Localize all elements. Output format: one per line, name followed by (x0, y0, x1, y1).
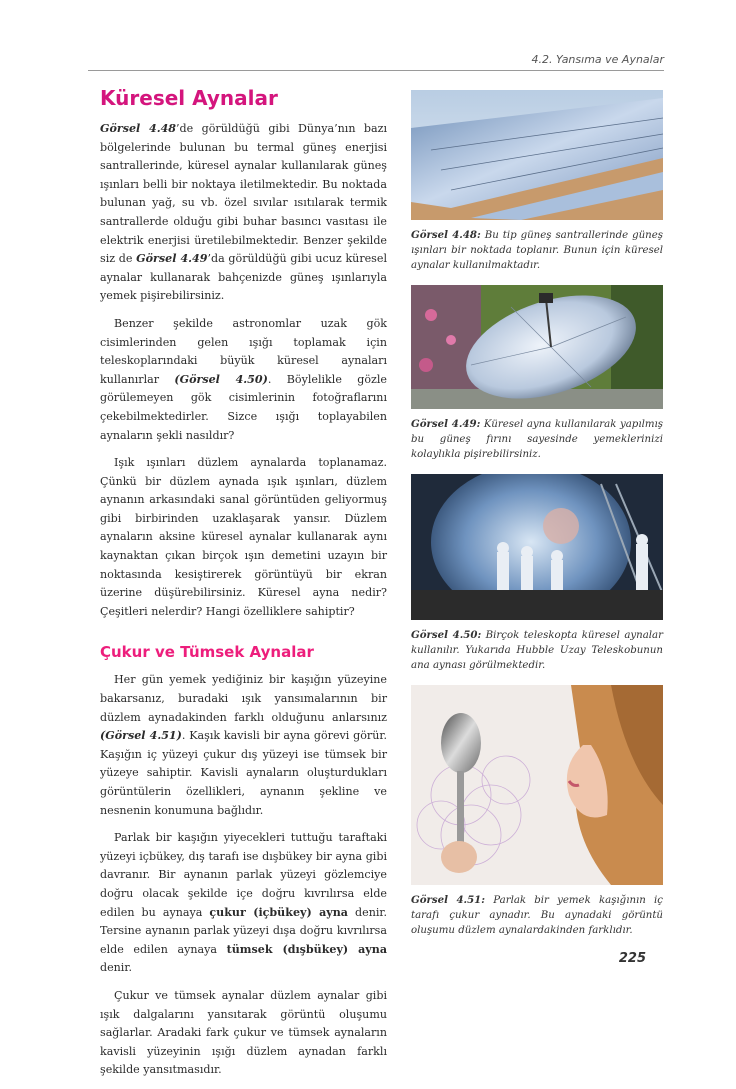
solar-plant-image (411, 90, 663, 220)
running-header (88, 50, 664, 71)
solar-cooker-image (411, 285, 663, 409)
section-title: Küresel Aynalar (100, 86, 278, 110)
caption-text: Küresel ayna kullanılarak yapılmış bu güneş fırını sayesinde yemeklerinizi kolaylıkla pişirebilirsiniz. (411, 419, 663, 460)
paragraph (100, 315, 387, 445)
text-column (100, 86, 387, 1089)
figure-column (411, 90, 663, 938)
figure-label: Görsel 4.48: (411, 229, 481, 241)
caption-text: Bu tip güneş santrallerinde güneş ışınları bir noktada toplanır. Bunun için küresel aynalar kullanılmaktadır. (411, 230, 663, 271)
figure-ref: (Görsel 4.50) (174, 372, 268, 386)
text: ’da görüldüğü gibi ucuz küresel aynalar kullanarak bahçenizde güneş ışınlarıyla yemek pişirebilirsiniz. (100, 252, 387, 303)
term: çukur (içbükey) ayna (209, 905, 348, 919)
figure-caption (411, 628, 663, 673)
text: ’de görüldüğü gibi Dünya’nın bazı bölgelerinde bulunan bu termal güneş enerjisi santrallerinde, küresel aynalar kullanılarak güneş ışınları belli bir noktaya iletilmektedir. Bu noktada bulunan yağ, su vb. özel sıvılar ısıtılarak termik santrallerde olduğu gibi buhar basıncı vasıtası ile elektrik enerjisi üretilebilmektedir. Benzer şekilde siz de (100, 122, 387, 266)
figure-caption (411, 893, 663, 938)
figure-ref: (Görsel 4.51) (100, 729, 182, 743)
paragraph: Işık ışınları düzlem aynalarda toplanamaz. Çünkü bir düzlem aynada ışık ışınları, düzlem aynanın arkasındaki sanal görüntüden geliyormuş gibi birbirinden uzaklaşarak yansır. Düzlem aynaların aksine küresel aynalar kullanarak aynı kaynaktan çıkan birçok ışın demetini uzayın bir noktasında kesiştirerek görüntüyü bir ekran üzerine düşürebilirsiniz. Küresel ayna nedir? Çeşitleri nelerdir? Hangi özelliklere sahiptir? (100, 456, 387, 618)
figure-ref: Görsel 4.49 (136, 252, 208, 266)
figure-label: Görsel 4.51: (411, 894, 486, 906)
section-label: 4.2. Yansıma ve Aynalar (531, 53, 664, 66)
figure-solar-plant (411, 90, 663, 273)
caption-text: Parlak bir yemek kaşığının iç tarafı çukur aynadır. Bu aynadaki görüntü oluşumu düzlem aynalardakinden farklıdır. (411, 895, 663, 936)
text: Parlak bir kaşığın yiyecekleri tuttuğu taraftaki yüzeyi içbükey, dış tarafı ise dışbükey bir ayna gibi davranır. Bir aynanın parlak yüzeyi gözlemciye doğru olacak şekilde içe doğru kıvrılırsa elde edilen bu aynaya (100, 831, 387, 919)
telescope-mirror-image (411, 474, 663, 620)
subsection-title: Çukur ve Tümsek Aynalar (100, 643, 314, 662)
paragraph (100, 671, 387, 820)
text: denir. Tersine aynanın parlak yüzeyi dışa doğru kıvrılırsa elde edilen aynaya (100, 905, 388, 956)
figure-solar-cooker (411, 285, 663, 462)
term: tümsek (dışbükey) ayna (226, 942, 388, 956)
page-number: 225 (618, 951, 646, 966)
paragraph (100, 829, 387, 978)
figure-caption (411, 228, 663, 273)
spoon-image (411, 685, 663, 885)
figure-label: Görsel 4.49: (411, 418, 481, 430)
figure-ref: Görsel 4.48 (100, 122, 177, 135)
figure-caption (411, 417, 663, 462)
paragraph: Çukur ve tümsek aynalar düzlem aynalar gibi ışık dalgalarını yansıtarak görüntü oluşumu sağlarlar. Aradaki fark çukur ve tümsek aynaların kavisli yüzeyinin ışığı düzlem aynadan farklı şekilde yansıtmasıdır. (100, 988, 387, 1077)
text: . Böylelikle gözle görülemeyen gök cisimlerinin fotoğraflarını çekebilmektedirler. Sizce ışığı toplayabilen aynaların şekli nasıldır? (100, 372, 387, 442)
text: . Kaşık kavisli bir ayna görevi görür. Kaşığın iç yüzeyi çukur dış yüzeyi ise tümsek bir yüzeye sahiptir. Kavisli aynaların oluşturdukları görüntülerin özellikleri, aynanın şekline ve nesnenin konumuna bağlıdır. (100, 729, 387, 817)
text: Benzer şekilde astronomlar uzak gök cisimlerinden gelen ışığı toplamak için teleskoplarındaki büyük küresel aynaları kullanırlar (100, 316, 387, 386)
figure-label: Görsel 4.50: (411, 629, 482, 641)
text: denir. (100, 961, 132, 975)
paragraph (100, 120, 387, 306)
caption-text: Birçok teleskopta küresel aynalar kullanılır. Yukarıda Hubble Uzay Teleskobunun ana aynası görülmektedir. (411, 630, 663, 671)
figure-telescope (411, 474, 663, 673)
figure-spoon (411, 685, 663, 938)
text: Her gün yemek yediğiniz bir kaşığın yüzeyine bakarsanız, buradaki ışık yansımalarının bir düzlem aynadakinden farklı olduğunu anlarsınız (100, 673, 387, 724)
